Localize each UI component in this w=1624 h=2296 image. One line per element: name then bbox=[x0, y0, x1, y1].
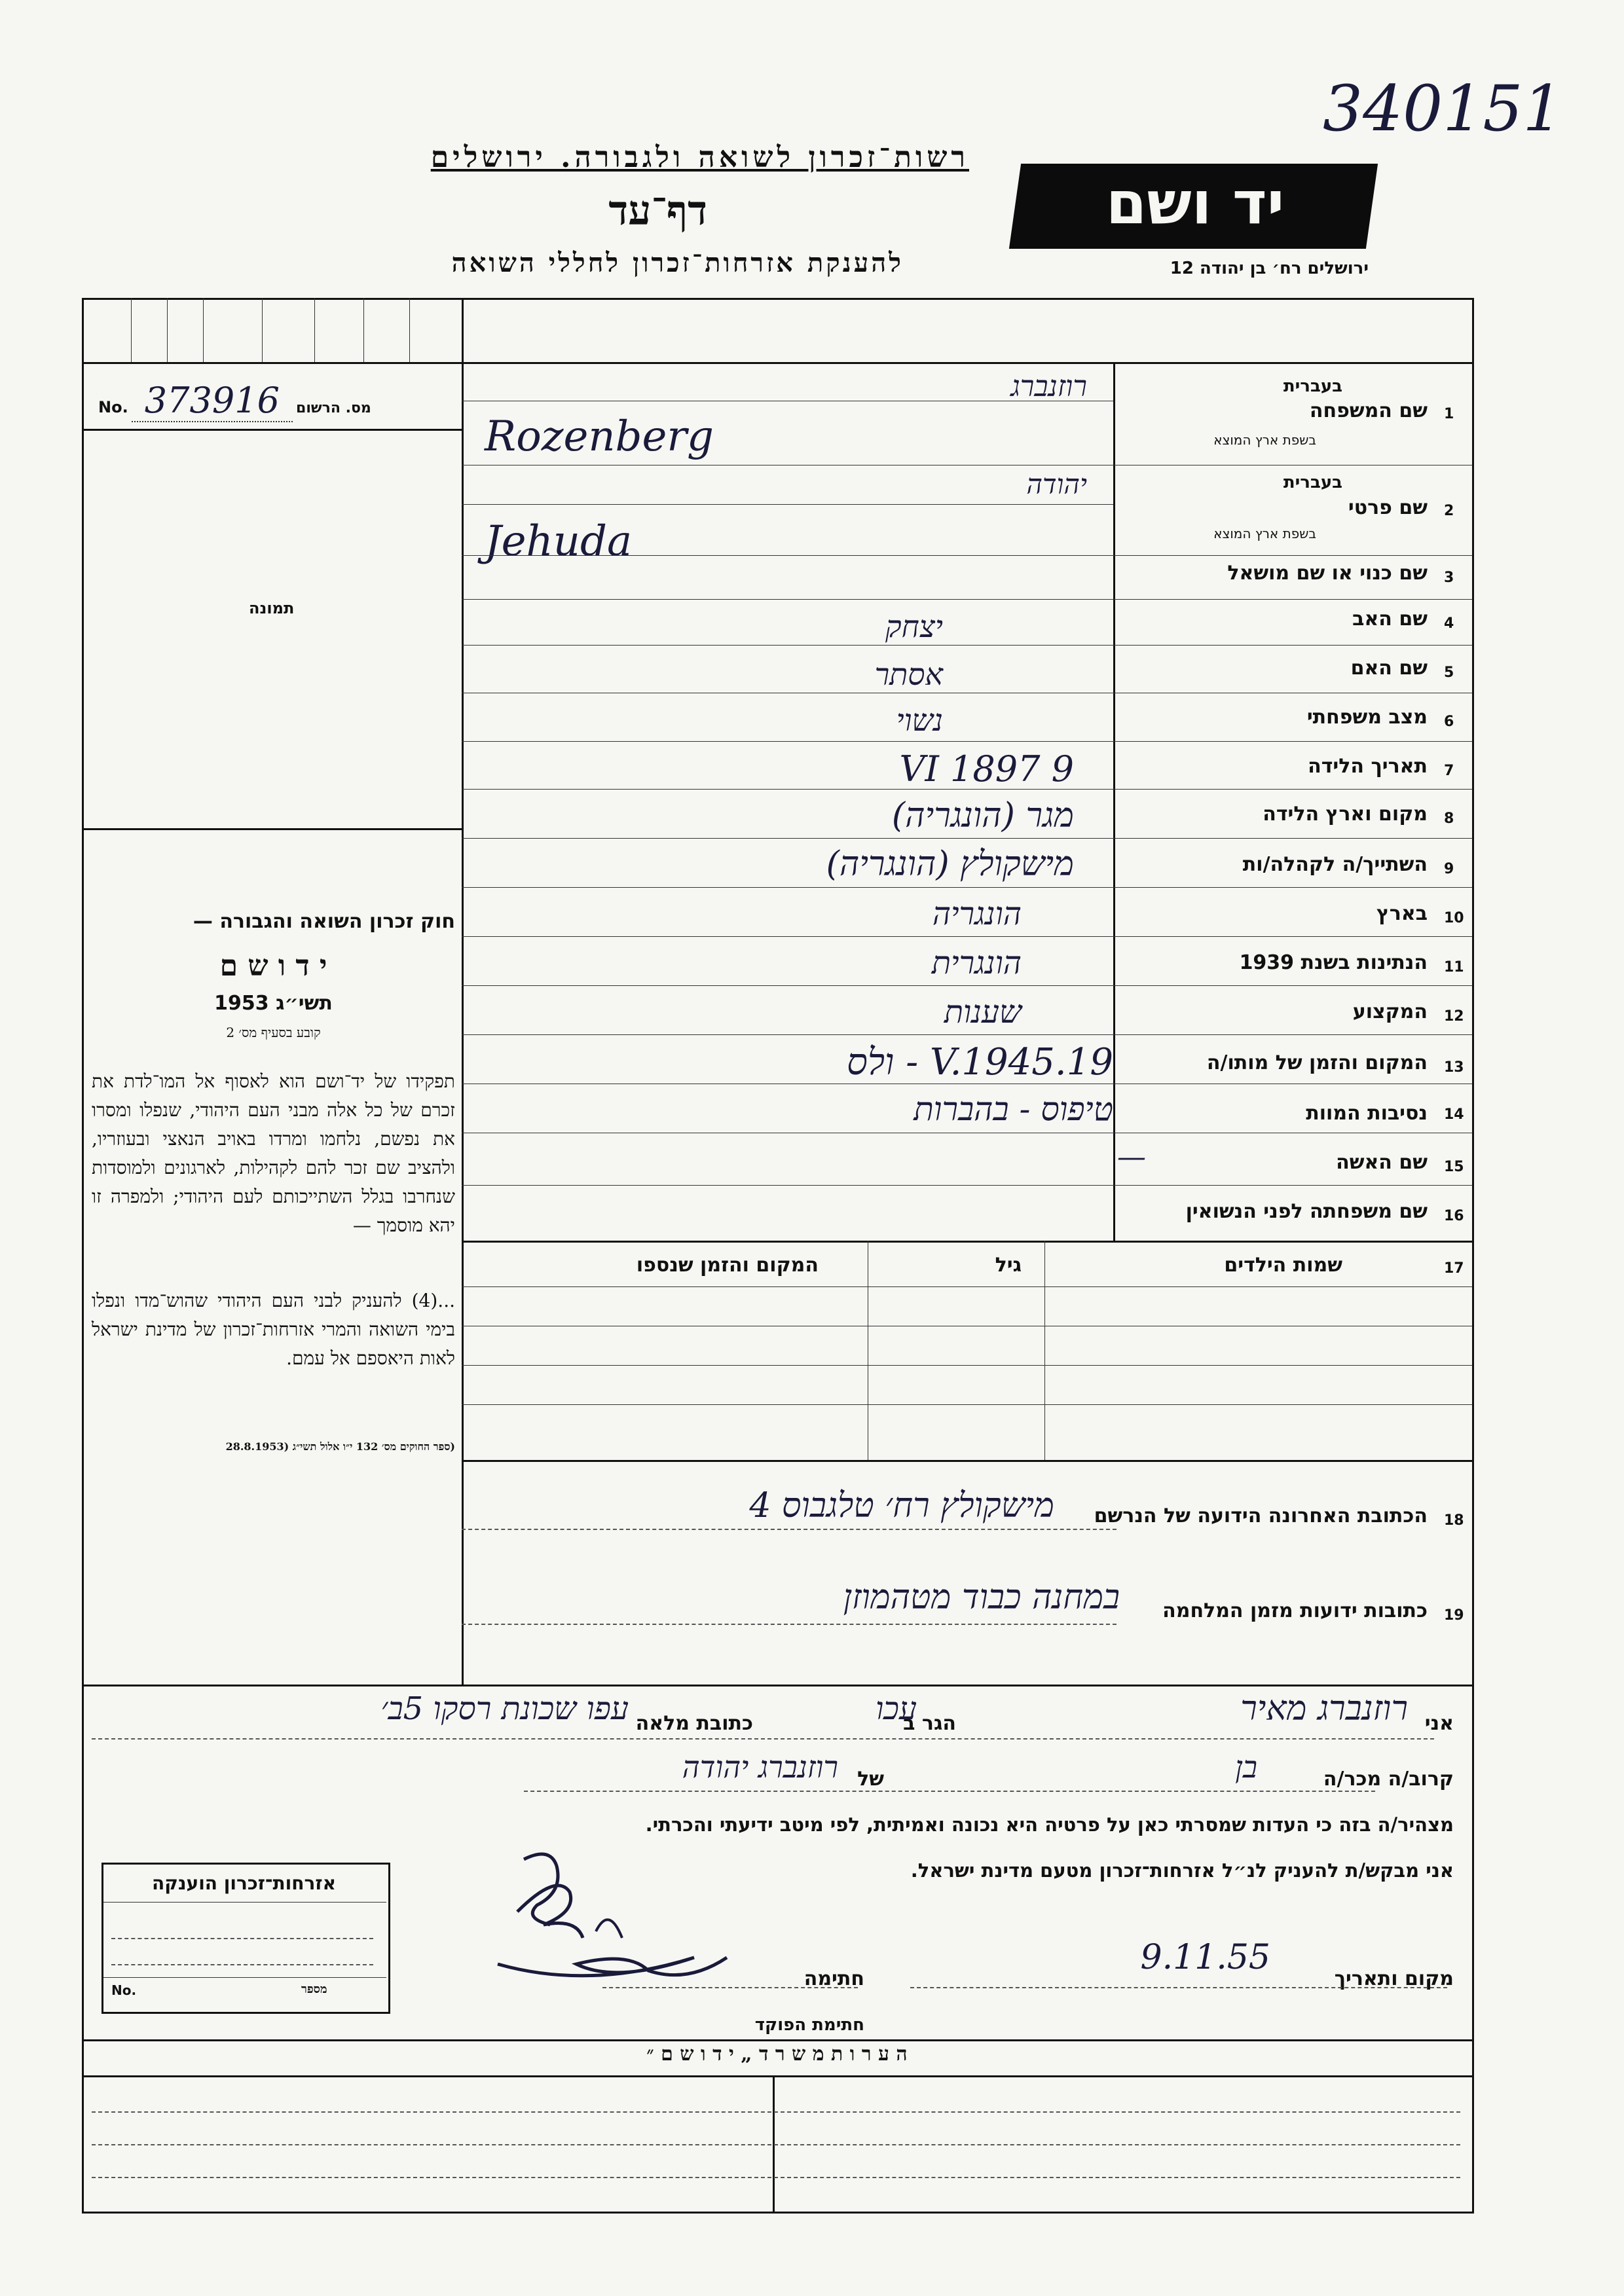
children-age-header: גיל bbox=[995, 1254, 1022, 1277]
field-7-value: 9 VI 1897 bbox=[899, 748, 1074, 790]
field-18-label: הכתובת האחרונה הידועה של הנרשם bbox=[1094, 1504, 1428, 1527]
field-13-label: המקום והזמן של מותו/ה bbox=[1206, 1051, 1428, 1074]
place-date-value: 9.11.55 bbox=[1140, 1938, 1270, 1977]
field-1-sub-hebrew: בעברית bbox=[1283, 376, 1342, 396]
field-13-number: 13 bbox=[1444, 1059, 1464, 1076]
relation-value: בן bbox=[1235, 1749, 1257, 1785]
law-clause: קובע בסעיף מס׳ 2 bbox=[226, 1025, 321, 1040]
registration-number: 373916 bbox=[132, 380, 293, 422]
resident-city: עכו bbox=[876, 1690, 917, 1727]
of-name: רוזנברג יהודה bbox=[682, 1749, 838, 1785]
field-5-value: אסתר bbox=[874, 657, 943, 692]
field-19-value: במחנה כבוד מטהמוזן bbox=[843, 1578, 1120, 1617]
signature-label: חתימה bbox=[803, 1967, 864, 1990]
field-2-label: שם פרטי bbox=[1348, 496, 1428, 519]
law-paragraph-2: ...(4) להעניק לבני העם היהודי שהוש־מדו ונפלו בימי השואה והמרי אזרחות־זכרון של מדינת ישראל לאות היאספם אל עמם. bbox=[92, 1290, 455, 1369]
declarant-address: עפו שכונת רסקו 5ב׳ bbox=[380, 1690, 629, 1727]
field-1-number: 1 bbox=[1444, 406, 1454, 422]
of-label: של bbox=[857, 1768, 884, 1791]
field-4-value: יצחק bbox=[885, 609, 943, 644]
field-2-value-latin: Jehuda bbox=[485, 517, 633, 566]
field-9-label: השתייך/ה לקהלה/ות bbox=[1242, 853, 1428, 876]
field-17-number: 17 bbox=[1444, 1260, 1464, 1277]
field-8-label: מקום וארץ הלידה bbox=[1263, 803, 1428, 826]
children-place-header: המקום והזמן שנספו bbox=[636, 1254, 819, 1277]
certificate-title: אזרחות־זכרון הוענקה bbox=[152, 1872, 336, 1894]
address-label: כתובת מלאה bbox=[635, 1712, 753, 1735]
field-18-value: מישקולץ רח׳ טלגבוס 4 bbox=[749, 1486, 1054, 1525]
officer-signature-label: חתימת הפוקד bbox=[754, 2015, 864, 2035]
declaration-request: אני מבקש/ת להעניק לנ״ל אזרחות־זכרון מטעם מדינת ישראל. bbox=[910, 1859, 1454, 1882]
field-5-number: 5 bbox=[1444, 665, 1454, 681]
logo-address: ירושלים רח׳ בן יהודה 12 bbox=[1170, 259, 1369, 278]
field-6-label: מצב משפחתי bbox=[1306, 706, 1428, 729]
office-notes-title: ה ע ר ו ת מ ש ר ד „ י ד ו ש ם ״ bbox=[646, 2043, 908, 2066]
field-18-number: 18 bbox=[1444, 1512, 1464, 1529]
archive-number: 340151 bbox=[1323, 72, 1563, 145]
field-9-value: מישקולץ (הונגריה) bbox=[826, 845, 1074, 884]
field-14-label: נסיבות המוות bbox=[1306, 1102, 1428, 1125]
field-2-sub-hebrew: בעברית bbox=[1283, 473, 1342, 492]
law-name: י ד ו ש ם bbox=[219, 949, 327, 983]
field-11-number: 11 bbox=[1444, 959, 1464, 975]
field-12-value: שענות bbox=[944, 994, 1022, 1030]
photo-label: תמונה bbox=[249, 599, 295, 617]
place-date-label: מקום ותאריך bbox=[1334, 1967, 1454, 1990]
certificate-number-label: מספר bbox=[301, 1982, 327, 1996]
field-15-label: שם האשה bbox=[1336, 1151, 1428, 1174]
law-title: חוק זכרון השואה והגבורה — bbox=[193, 910, 455, 933]
field-1-sub-origin: בשפת ארץ המוצא bbox=[1213, 432, 1316, 448]
field-12-label: המקצוע bbox=[1352, 1000, 1428, 1023]
law-source: (ספר החוקים מס׳ 132 י״ו אלול תשי״ג (28.8.1953 bbox=[225, 1440, 455, 1453]
field-1-label: שם המשפחה bbox=[1309, 399, 1428, 422]
certificate-no-label: No. bbox=[111, 1982, 137, 1998]
field-12-number: 12 bbox=[1444, 1008, 1464, 1025]
field-10-label: בארץ bbox=[1376, 902, 1428, 925]
declaration-statement: מצהיר/ה בזה כי העדות שמסרתי כאן על פרטיה היא נכונה ואמיתית, לפי מיטב ידיעתי והכרתי. bbox=[645, 1813, 1454, 1836]
field-8-number: 8 bbox=[1444, 811, 1454, 827]
field-14-value: טיפוס - בהברות bbox=[913, 1090, 1113, 1128]
field-11-value: הונגרית bbox=[931, 945, 1022, 981]
field-7-label: תאריך הלידה bbox=[1308, 755, 1428, 778]
field-14-number: 14 bbox=[1444, 1106, 1464, 1123]
field-19-label: כתובות ידועות מזמן המלחמה bbox=[1162, 1599, 1428, 1622]
field-3-label: שם כנוי או שם מושאל bbox=[1227, 562, 1428, 585]
form-title: דף־עד bbox=[608, 187, 707, 234]
field-16-label: שם משפחתה לפני הנשואין bbox=[1185, 1200, 1428, 1223]
field-15-number: 15 bbox=[1444, 1159, 1464, 1175]
authority-name: רשות־זכרון לשואה ולגבורה. ירושלים bbox=[430, 141, 969, 174]
field-7-number: 7 bbox=[1444, 763, 1454, 779]
registration-number-row bbox=[98, 380, 452, 421]
field-11-label: הנתינות בשנת 1939 bbox=[1239, 951, 1428, 974]
law-paragraph-1: תפקידו של יד־ושם הוא לאסוף אל המו־לדת את זכרם של כל אלה מבני העם היהודי, שנפלו ומסרו את נפשם, נלחמו ומרדו באויב הנאצי ובעוזריו, ולהציב שם זכר להם לקהילות, לארגונים ולמוסדות שנחרבו בגלל השתייכותם לעם היהודי; ולמפרה זו יהא מוסמך — bbox=[92, 1070, 455, 1236]
children-names-header: שמות הילדים bbox=[1224, 1254, 1342, 1277]
relative-label: קרוב/ה מכר/ה bbox=[1323, 1768, 1454, 1791]
form-subtitle: להענקת אזרחות־זכרון לחללי השואה bbox=[451, 247, 904, 278]
field-10-number: 10 bbox=[1444, 910, 1464, 926]
field-2-sub-origin: בשפת ארץ המוצא bbox=[1213, 526, 1316, 541]
field-4-label: שם האב bbox=[1352, 608, 1428, 630]
field-6-value: נשוי bbox=[896, 702, 943, 738]
registration-label: מס. הרשום bbox=[296, 400, 371, 416]
field-6-number: 6 bbox=[1444, 714, 1454, 730]
field-1-value-hebrew: רוזנברג bbox=[1010, 370, 1087, 403]
field-1-value-latin: Rozenberg bbox=[485, 412, 714, 461]
resident-label: הגר ב bbox=[903, 1712, 956, 1735]
field-13-value: 19.V.1945 - ולס bbox=[847, 1041, 1113, 1084]
field-5-label: שם האם bbox=[1350, 657, 1428, 680]
field-2-value-hebrew: יהודה bbox=[1026, 468, 1087, 500]
declarant-name: רוזנברג מאיר bbox=[1240, 1689, 1408, 1728]
field-10-value: הונגריה bbox=[932, 896, 1022, 932]
field-19-number: 19 bbox=[1444, 1607, 1464, 1624]
field-15-value: — bbox=[1117, 1140, 1146, 1174]
yad-vashem-logo: יד ושם bbox=[1105, 169, 1285, 238]
declaration-ani: אני bbox=[1424, 1712, 1454, 1735]
field-8-value: מגר (הונגריה) bbox=[891, 796, 1074, 835]
field-9-number: 9 bbox=[1444, 861, 1454, 877]
signature-scribble bbox=[485, 1833, 851, 2016]
field-2-number: 2 bbox=[1444, 503, 1454, 519]
field-16-number: 16 bbox=[1444, 1208, 1464, 1224]
field-3-number: 3 bbox=[1444, 570, 1454, 586]
law-year: תשי״ג 1953 bbox=[214, 992, 333, 1015]
field-4-number: 4 bbox=[1444, 615, 1454, 632]
registration-no-label: No. bbox=[98, 398, 128, 416]
